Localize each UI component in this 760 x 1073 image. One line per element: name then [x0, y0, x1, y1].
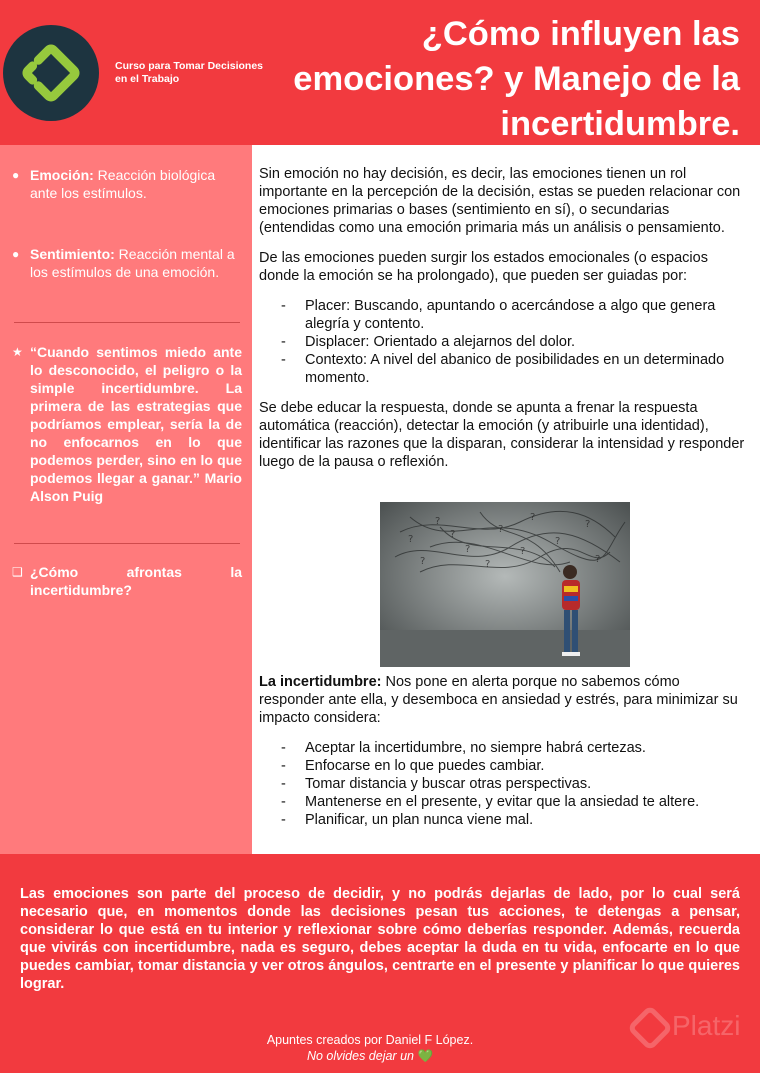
svg-text:?: ? [420, 556, 426, 567]
svg-text:?: ? [435, 516, 441, 527]
reminder-text: No olvides dejar un 💚 [306, 1049, 434, 1063]
header-banner [0, 0, 760, 145]
svg-text:?: ? [485, 559, 491, 570]
platzi-watermark [624, 1000, 754, 1060]
bullet-icon: ● [12, 168, 20, 182]
definition-sentimiento [12, 245, 242, 281]
footer-summary [0, 854, 760, 1073]
watermark-text: Platzi [672, 1010, 741, 1041]
list-item: - Mantenerse en el presente, y evitar que la ansiedad te altere. [281, 794, 700, 810]
question-block [12, 563, 242, 599]
svg-text:?: ? [520, 546, 526, 557]
term: La incertidumbre: [259, 674, 382, 690]
list-item: - Aceptar la incertidumbre, no siempre habrá certezas. [281, 740, 646, 756]
list-item: - Displacer: Orientado a alejarnos del dolor. [281, 334, 576, 350]
term: Sentimiento: [30, 246, 115, 262]
platzi-logo-icon [3, 25, 99, 121]
list-item: - Contexto: A nivel del abanico de posibilidades en un determinado momento. [281, 352, 725, 386]
definition: Reacción mental a los estímulos de una emoción. [30, 246, 235, 280]
tips-list [259, 739, 749, 829]
paragraph: De las emociones pueden surgir los estados emocionales (o espacios donde la emoción se ha prolongado), que pueden ser guiadas por: [259, 250, 708, 284]
definition-emocion [12, 166, 242, 202]
course-name: Curso para Tomar Decisiones en el Trabajo [115, 60, 264, 85]
svg-text:?: ? [595, 554, 601, 565]
paragraph: Sin emoción no hay decisión, es decir, las emociones tienen un rol importante en la percepción de la decisión, estas se pueden relacionar con emociones primarias o bases (sentimiento en sí), o secundarias (entendidas como una emoción primaria más un análisis o pensamiento. [259, 166, 741, 236]
list-item: - Enfocarse en lo que puedes cambiar. [281, 758, 545, 774]
list-item: - Placer: Buscando, apuntando o acercándose a algo que genera alegría y contento. [281, 298, 716, 332]
list-item: - Planificar, un plan nunca viene mal. [281, 812, 534, 828]
bullet-icon: ● [12, 247, 20, 261]
definition: Reacción biológica ante los estímulos. [30, 167, 216, 201]
illustration-photo [380, 502, 630, 667]
svg-text:?: ? [408, 534, 414, 545]
svg-text:?: ? [530, 512, 536, 523]
question-text: ¿Cómo afrontas la incertidumbre? [30, 564, 242, 598]
summary-text: Las emociones son parte del proceso de decidir, y no podrás dejarlas de lado, por lo cual será necesario que, en momentos donde las decisiones pesan tus acciones, te detengas a pensar, considerar lo que está en tu interior y reflexionar sobre cómo deberías responder. Además, recuerda que vivirás con incertidumbre, nada es seguro, debes aceptar la duda en tu vida, enfocarte en lo que puedes cambiar, tomar distancia y ver otros ángulos, centrarte en el presente y planificar lo que quieres lograr. [20, 886, 740, 992]
svg-text:?: ? [555, 536, 561, 547]
page-title: ¿Cómo influyen las emociones? y Manejo de la incertidumbre. [293, 15, 740, 143]
author-credit: Apuntes creados por Daniel F López. [266, 1033, 474, 1047]
paragraph: La incertidumbre: Nos pone en alerta porque no sabemos cómo responder ante ella, y desemboca en ansiedad y estrés, para minimizar su impacto considera: [259, 674, 738, 726]
star-icon: ★ [12, 345, 23, 359]
states-list [259, 297, 749, 387]
term: Emoción: [30, 167, 94, 183]
paragraph: Se debe educar la respuesta, donde se apunta a frenar la respuesta automática (reacción), detectar la emoción (y atribuirle una identidad), identificar las razones que la disparan, considerar la intensidad y responder luego de la pausa o reflexión. [259, 400, 745, 470]
svg-text:?: ? [585, 519, 591, 530]
quote-text: “Cuando sentimos miedo ante lo desconocido, el peligro o la simple incertidumbre. La primera de las estrategias que podríamos emplear, sería la de no enfocarnos en lo que podemos perder, sino en lo que podemos llegar a ganar.” Mario Alson Puig [30, 344, 242, 504]
divider [14, 322, 240, 323]
svg-text:?: ? [450, 529, 456, 540]
list-item: - Tomar distancia y buscar otras perspectivas. [281, 776, 592, 792]
sidebar [0, 145, 252, 854]
divider [14, 543, 240, 544]
quote-block [12, 343, 242, 505]
svg-text:?: ? [465, 544, 471, 555]
green-heart-icon: 💚 [417, 1049, 434, 1063]
checkbox-icon: ❑ [12, 565, 23, 579]
svg-text:?: ? [498, 524, 504, 535]
